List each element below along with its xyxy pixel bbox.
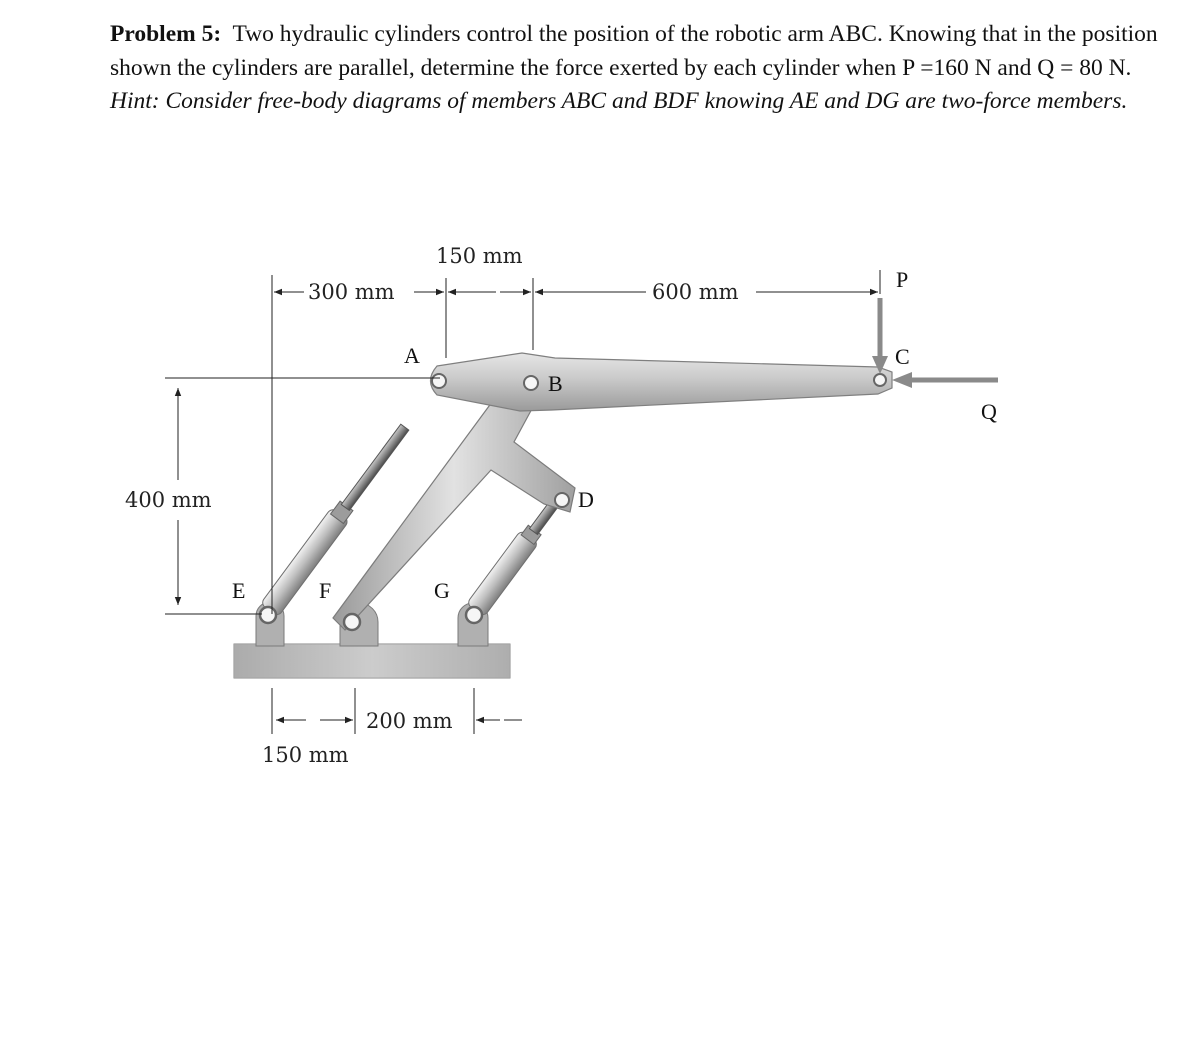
member-abc [431,353,893,411]
pin-d [555,493,569,507]
pin-f [344,614,360,630]
point-g-label: G [434,578,450,603]
cylinder-ae [260,421,413,617]
problem-hint: Hint: Consider free-body diagrams of members ABC and BDF knowing AE and DG are two-force members. [110,88,1128,114]
problem-text: Two hydraulic cylinders control the position of the robotic arm ABC. Knowing that in the position shown the cylinders are parallel, determine the force exerted by each cylinder when P =160 N and Q = 80 N. [110,21,1158,81]
point-d-label: D [578,487,594,512]
pin-e [260,607,276,623]
pin-c [874,374,886,386]
problem-label: Problem 5: [110,21,222,47]
member-bdf [333,375,575,630]
dim-600-label: 600 mm [652,280,739,304]
point-e-label: E [232,578,246,603]
load-p-arrow [872,298,888,374]
load-p-label: P [896,267,909,292]
dim-150-top-label: 150 mm [436,244,523,268]
dim-400-label: 400 mm [125,488,212,512]
dim-200-label: 200 mm [366,709,453,733]
load-q-arrow [892,372,998,388]
point-c-label: C [895,344,910,369]
pin-a [432,374,446,388]
cylinder-dg [466,495,565,617]
point-f-label: F [319,578,332,603]
dim-150-bottom-label: 150 mm [262,743,349,767]
pin-b [524,376,538,390]
point-b-label: B [548,371,563,396]
point-a-label: A [404,343,420,368]
dim-300-label: 300 mm [308,280,395,304]
load-q-label: Q [981,399,997,424]
pin-g [466,607,482,623]
